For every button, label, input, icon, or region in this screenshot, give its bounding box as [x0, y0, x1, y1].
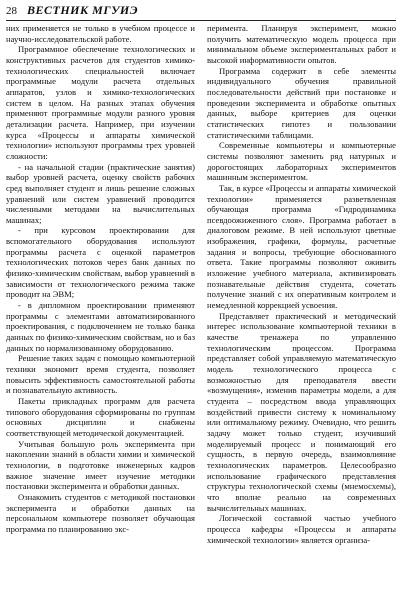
left-column	[6, 23, 195, 595]
page-header	[6, 3, 396, 19]
paragraph: Ознакомить студентов с методикой постановки эксперимента и обработки данных на персональном компьютере позволяет обучающая программа по планированию экс-	[6, 491, 195, 534]
paragraph: Современные компьютеры и компьютерные системы позволяют заменить ряд натурных и дорогостоящих лабораторных экспериментов машинным экспериментом.	[207, 140, 396, 183]
paragraph: Программа содержит в себе элементы индивидуального обучения правильной последовательности действий при постановке и проведении эксперимента и обработке опытных данных, выборе критериев для оценки статистических гипотез и пользовании статистическими таблицами.	[207, 65, 396, 140]
list-item: - на начальной стадии (практические занятия) выбор уровней расчета, оценку свойств рабочих сред выполняет студент и лишь решение сложных уравнений или систем уравнений проводится численными методами на вычислительных машинах;	[6, 161, 195, 225]
paragraph: Учитывая большую роль эксперимента при накоплении знаний в области химии и химической технологии, в подготовке инженерных кадров важное значение имеет изучение методики постановки эксперимента и обработки данных.	[6, 438, 195, 492]
list-item: - при курсовом проектировании для вспомогательного оборудования используют программы расчета с оценкой параметров технологических потоков через банк данных по физико-химическим свойствам, выбор уравнений в зависимости от технологического режима также проводит на ЭВМ;	[6, 225, 195, 300]
journal-title: ВЕСТНИК МГУИЭ	[27, 3, 139, 17]
paragraph: Так, в курсе «Процессы и аппараты химической технологии» применяется разветвленная обучающая программа «Гидродинамика псевдоожиженного слоя». Программа работает в диалоговом режиме. В ней используют цветные изображения, графики, формулы, расчетные задания и вопросы, требующие обоснованного ответа. Такие программы позволяют оживить изложение учебного материала, активизировать познавательные действия студента, сочетать получение знаний с их оперативным контролем и немедленной коррекцией усвоения.	[207, 182, 396, 311]
paragraph: них применяется не только в учебном процессе и научно-исследовательской работе.	[6, 23, 195, 44]
right-column	[207, 23, 396, 595]
header-rule	[6, 20, 396, 21]
paragraph: Программное обеспечение технологических и конструктивных расчетов для студентов химико-технологических специальностей включает программные модули расчета отдельных аппаратов, узлов и химико-технологических систем в целом. На разных этапах обучения применяют программные модули разного уровня детализации расчета. Например, при изучении курса «Процессы и аппараты химической технологии» используют программы трех уровней сложности:	[6, 44, 195, 161]
paragraph: Представляет практический и методический интерес использование компьютерной техники в качестве тренажера по управлению технологическим процессом. Программа представляет собой управляемую математическую модель технологического процесса с возможностью для преподавателя ввести «возмущения», изменив параметры модели, а для студента – посредством ввода управляющих воздействий привести систему к номинальному или оптимальному режиму. Очевидно, что решить задачу может только студент, изучивший моделируемый процесс и понимающий его сущность, в первую очередь, взаимовлияние технологических параметров. Целесообразно использование графического представления структуры технологической схемы (мнемосхемы), что вполне реально на современных вычислительных машинах.	[207, 310, 396, 513]
paragraph: Пакеты прикладных программ для расчета типового оборудования сформированы по группам основных дисциплин и снабжены соответствующей методической документацией.	[6, 395, 195, 438]
paragraph: Решение таких задач с помощью компьютерной техники экономит время студента, позволяет повысить эффективность самостоятельной работы и познавательную активность.	[6, 353, 195, 396]
page-number: 28	[6, 5, 17, 17]
paragraph: перимента. Планируя эксперимент, можно получить математическую модель процесса при минимальном объеме экспериментальных работ и высокой информативности опытов.	[207, 23, 396, 65]
paragraph: Логической составной частью учебного процесса кафедры «Процессы и аппараты химической технологии» является организа-	[207, 513, 396, 545]
list-item: - в дипломном проектировании применяют программы с элементами автоматизированного проектирования, с подключением не только банка данных по физико-химическим свойствам, но и баз данных по нормализованному оборудованию.	[6, 300, 195, 353]
